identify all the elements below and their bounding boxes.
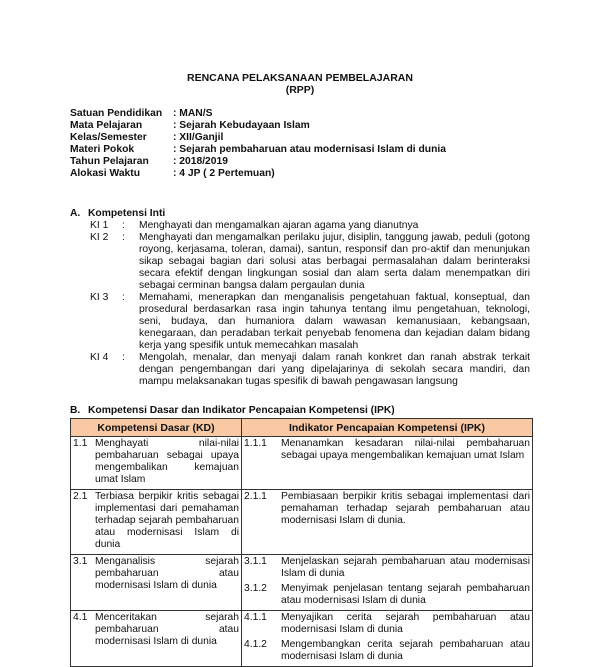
section-title: Kompetensi Dasar dan Indikator Pencapaian Kompetensi (IPK) (88, 405, 395, 416)
ki-colon: : (122, 220, 125, 231)
section-number: B. (70, 405, 81, 416)
kd-text: Menghayati nilai-nilai pembaharuan sebagai upaya mengembalikan kemajuan umat Islam (95, 438, 239, 485)
meta-row-alokasi (70, 168, 446, 180)
ki-text: Menghayati dan mengamalkan perilaku jujur, disiplin, tanggung jawab, peduli (gotong royong, kerjasama, toleran, damai), santun, responsif dan pro-aktif dan menunjukan sikap sebagai bagian dari solusi atas berbagai permasalahan dalam berinteraksi secara efektif dengan lingkungan sosial dan alam serta dalam menempatkan diri sebagai cerminan bangsa dalam pergaulan dunia (139, 232, 530, 291)
kd-code: 4.1 (73, 612, 88, 623)
meta-label: Mata Pelajaran (70, 120, 143, 131)
kd-text: Menceritakan sejarah pembaharuan atau modernisasi Islam di dunia (95, 612, 239, 647)
meta-label: Materi Pokok (70, 144, 135, 155)
meta-value: : Sejarah Kebudayaan Islam (173, 120, 310, 131)
ki-code: KI 4 (90, 352, 109, 363)
ki-code: KI 3 (90, 292, 109, 303)
table-row (71, 555, 533, 611)
section-a-heading (70, 208, 165, 220)
ki-text: Memahami, menerapkan dan menganalisis pengetahuan faktual, konseptual, dan prosedural berdasarkan rasa ingin tahunya tentang ilmu pengetahuan, teknologi, seni, budaya, dan humaniora dalam wawasan kemanusiaan, kebangsaan, kenegaraan, dan peradaban terkait penyebab fenomena dan kejadian dalam bidang kerja yang spesifik untuk memecahkan masalah (139, 292, 530, 351)
meta-row-tahun (70, 156, 446, 168)
meta-value: : 4 JP ( 2 Pertemuan) (173, 168, 275, 179)
kd-cell (71, 611, 242, 667)
document-subtitle: (RPP) (285, 84, 315, 96)
meta-label: Alokasi Waktu (70, 168, 140, 179)
ipk-code: 2.1.1 (244, 491, 267, 502)
ipk-text: Pembiasaan berpikir kritis sebagai implementasi dari pemahaman terhadap sejarah pembaharuan atau modernisasi Islam di dunia. (281, 491, 530, 526)
ipk-code: 4.1.2 (244, 639, 267, 650)
kd-code: 1.1 (73, 438, 88, 449)
ki-text: Mengolah, menalar, dan menyaji dalam ranah konkret dan ranah abstrak terkait dengan pengembangan dari yang dipelajarinya di sekolah secara mandiri, dan mampu melaksanakan tugas spesifik di bawah pengawasan langsung (139, 352, 530, 387)
table-row (71, 437, 533, 490)
ki-list (90, 220, 530, 388)
kd-code: 2.1 (73, 491, 88, 502)
section-title: Kompetensi Inti (88, 208, 166, 219)
ipk-text: Menjelaskan sejarah pembaharuan atau modernisasi Islam di dunia (281, 556, 530, 579)
meta-value: : XII/Ganjil (173, 132, 224, 143)
ipk-text: Menyajikan cerita sejarah pembaharuan atau modernisasi Islam di dunia (281, 612, 530, 635)
ipk-cell (242, 555, 533, 611)
ki-code: KI 1 (90, 220, 109, 231)
kd-cell (71, 490, 242, 555)
meta-value: : Sejarah pembaharuan atau modernisasi Islam di dunia (173, 144, 446, 155)
section-number: A. (70, 208, 81, 219)
ki-colon: : (122, 292, 125, 303)
meta-label: Tahun Pelajaran (70, 156, 149, 167)
kd-code: 3.1 (73, 556, 88, 567)
table-header-row (71, 419, 533, 437)
identity-block (70, 108, 446, 180)
ipk-text: Menyimak penjelasan tentang sejarah pembaharuan atau modernisasi Islam di dunia (281, 583, 530, 606)
meta-label: Satuan Pendidikan (70, 108, 163, 119)
ki-text: Menghayati dan mengamalkan ajaran agama yang dianutnya (139, 220, 419, 231)
ipk-code: 3.1.1 (244, 556, 267, 567)
ipk-cell (242, 611, 533, 667)
ipk-text: Menanamkan kesadaran nilai-nilai pembaharuan sebagai upaya mengembalikan kemajuan umat Islam (281, 438, 530, 461)
ki-colon: : (122, 352, 125, 363)
meta-row-mapel (70, 120, 446, 132)
meta-row-materi (70, 144, 446, 156)
ki-code: KI 2 (90, 232, 109, 243)
kd-text: Menganalisis sejarah pembaharuan atau modernisasi Islam di dunia (95, 556, 239, 591)
meta-value: : 2018/2019 (173, 156, 228, 167)
meta-label: Kelas/Semester (70, 132, 147, 143)
ki-item (90, 352, 530, 388)
ki-item (90, 292, 530, 352)
table-row (71, 611, 533, 667)
ki-item (90, 232, 530, 292)
meta-value: : MAN/S (173, 108, 213, 119)
ipk-text: Mengembangkan cerita sejarah pembaharuan atau modernisasi Islam di dunia (281, 639, 530, 662)
kd-cell (71, 555, 242, 611)
ipk-cell (242, 437, 533, 490)
header-ipk: Indikator Pencapaian Kompetensi (IPK) (242, 419, 533, 437)
header-kd: Kompetensi Dasar (KD) (71, 419, 242, 437)
kd-text: Terbiasa berpikir kritis sebagai implementasi dari pemahaman terhadap sejarah pembaharuan atau modernisasi Islam di dunia (95, 491, 239, 550)
ki-item (90, 220, 530, 232)
meta-row-satuan (70, 108, 446, 120)
ki-colon: : (122, 232, 125, 243)
document-title: RENCANA PELAKSANAAN PEMBELAJARAN (187, 72, 413, 84)
ipk-code: 1.1.1 (244, 438, 267, 449)
ipk-code: 3.1.2 (244, 583, 267, 594)
ipk-cell (242, 490, 533, 555)
kd-cell (71, 437, 242, 490)
meta-row-kelas (70, 132, 446, 144)
ipk-code: 4.1.1 (244, 612, 267, 623)
table-row (71, 490, 533, 555)
section-b-heading (70, 405, 395, 417)
